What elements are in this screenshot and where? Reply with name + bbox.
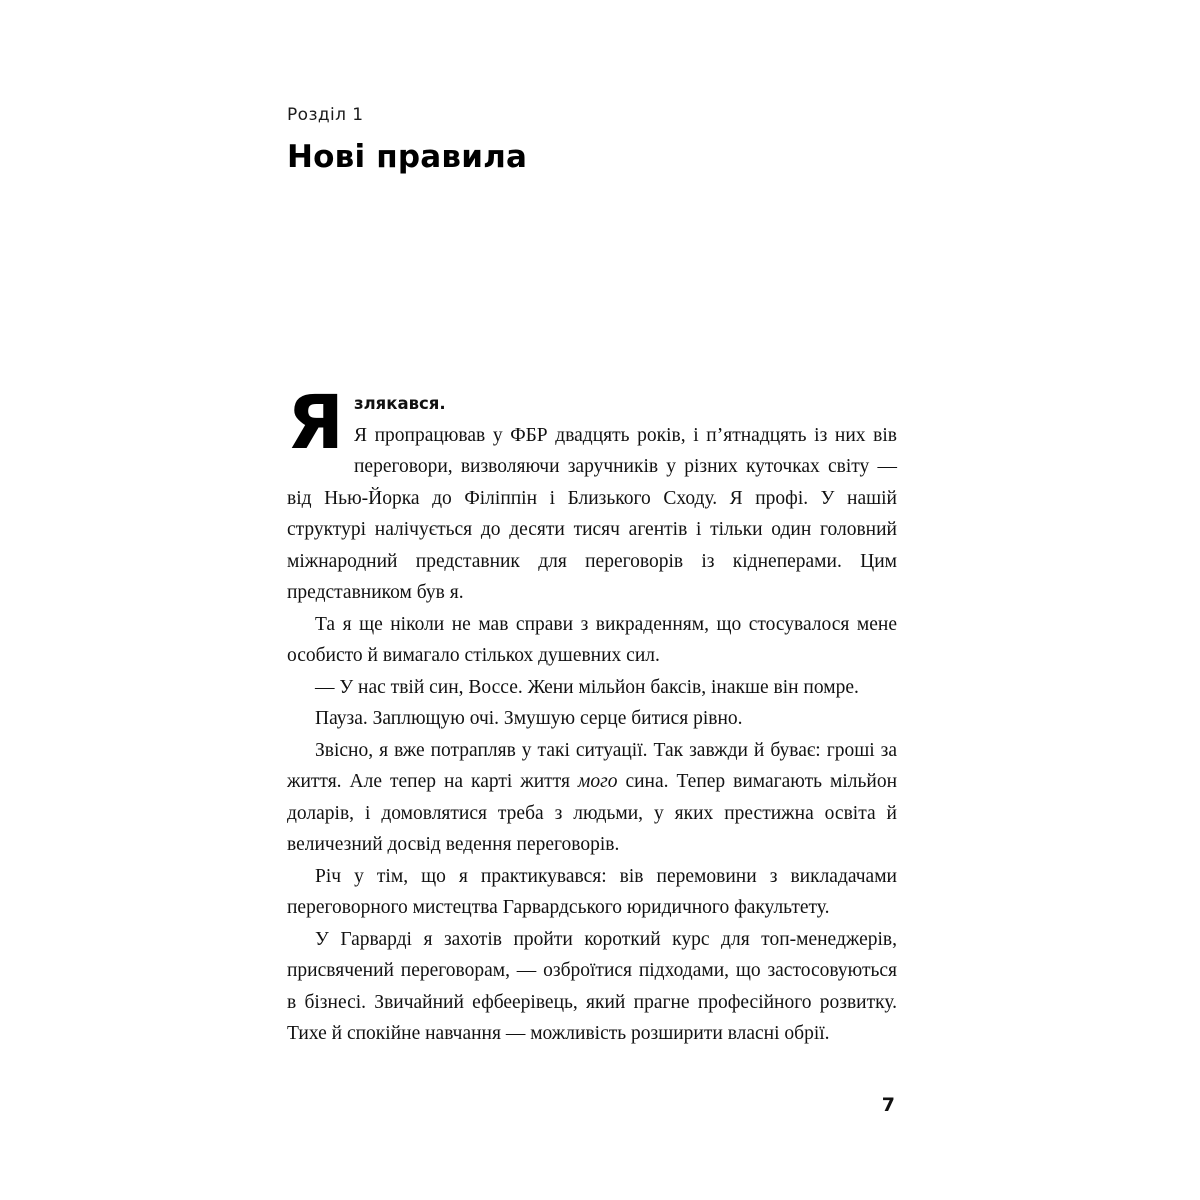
drop-cap: Я — [287, 380, 344, 466]
body-text — [287, 380, 898, 1050]
lead-in-text: злякався. — [353, 394, 446, 413]
paragraph-5 — [287, 735, 897, 861]
paragraph-5-emphasis: мого — [577, 771, 618, 792]
chapter-heading-block — [287, 105, 895, 175]
paragraph-4-text: Пауза. Заплющую очі. Змушую серце битися рівно. — [315, 708, 743, 729]
paragraph-3 — [287, 672, 897, 704]
paragraph-7-text: У Гарварді я захотів пройти короткий курс для топ-менеджерів, присвячений переговорам, — озброїтися підходами, що застосовуються в бізнесі. Звичайний ефбеерівець, який прагне професійного розвитку. Тихе й спокійне навчання — можливість розширити власні обрії. — [287, 928, 897, 1044]
paragraph-5-text-before: Звісно, я вже потрапляв у такі ситуації. Так завжди й буває: гроші за життя. Але тепер на карті життя — [287, 739, 897, 792]
paragraph-1 — [287, 380, 897, 609]
paragraph-4 — [287, 703, 897, 735]
page-number: 7 — [881, 1094, 895, 1116]
paragraph-7 — [287, 924, 897, 1050]
paragraph-6-text: Річ у тім, що я практикувався: вів перемовини з викладачами переговорного мистецтва Гарвардського юридичного факультету. — [287, 865, 897, 918]
paragraph-1-text: Я пропрацював у ФБР двадцять років, і п’ятнадцять із них вів переговори, визволяючи заручників у різних куточках світу — від Нью-Йорка до Філіппін і Близького Сходу. Я профі. У нашій структурі налічується до десяти тисяч агентів і тільки один головний міжнародний представник для переговорів із кіднеперами. Цим представником був я. — [287, 424, 897, 603]
paragraph-3-text: — У нас твій син, Воссе. Жени мільйон баксів, інакше він помре. — [315, 676, 859, 698]
chapter-label: Розділ 1 — [287, 105, 364, 125]
paragraph-2-text: Та я ще ніколи не мав справи з викраденням, що стосувалося мене особисто й вимагало стількох душевних сил. — [287, 613, 897, 666]
paragraph-6 — [287, 861, 897, 924]
paragraph-5-text-after: сина. Тепер вимагають мільйон доларів, і домовлятися треба з людьми, у яких престижна освіта й величезний досвід ведення переговорів. — [287, 771, 898, 855]
paragraph-2 — [287, 609, 897, 672]
page-title: Нові правила — [287, 139, 528, 175]
